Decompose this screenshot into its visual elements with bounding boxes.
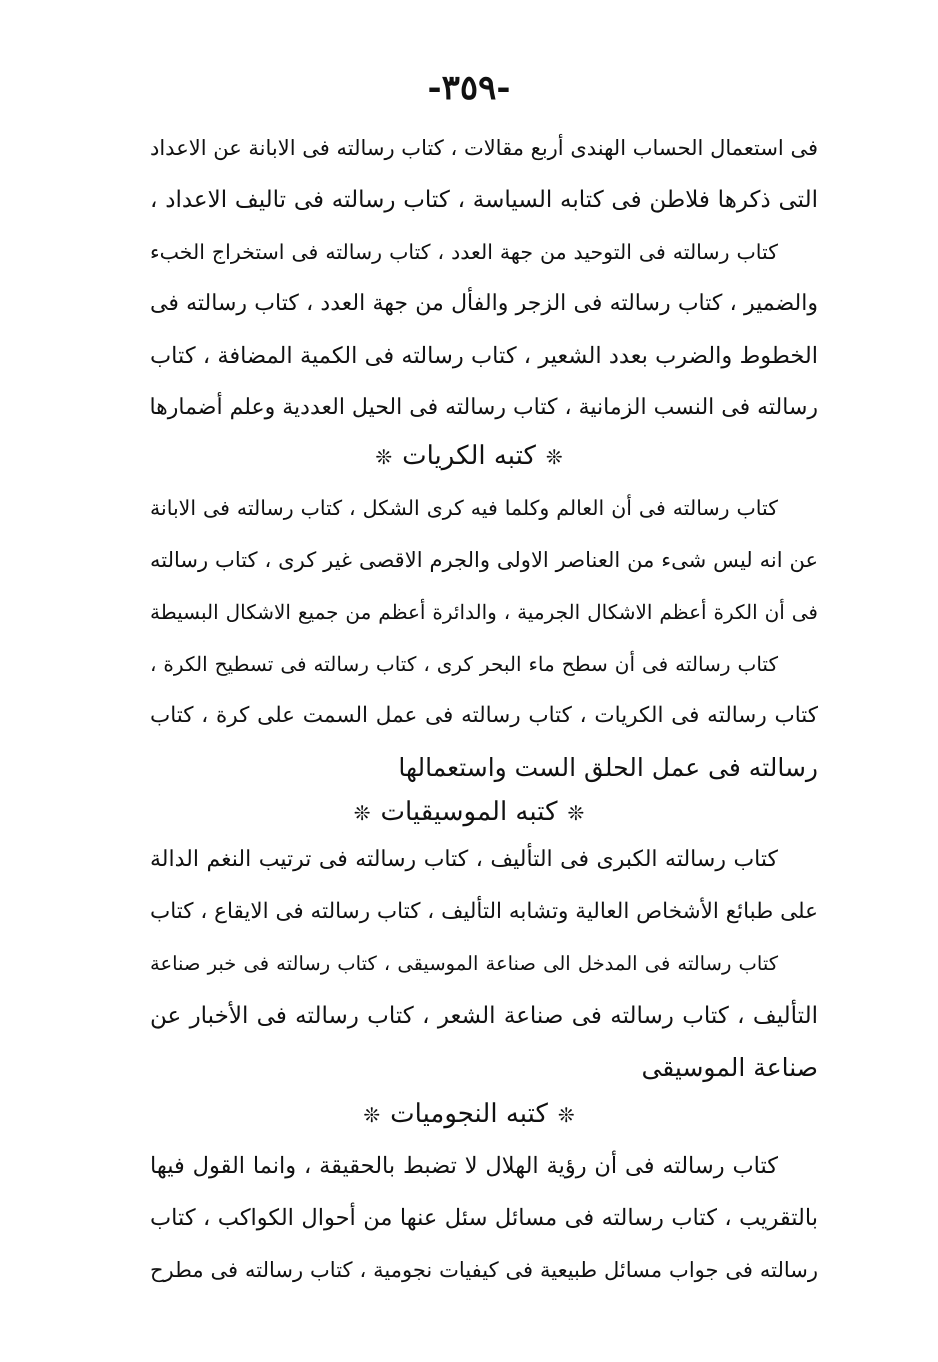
ornament-icon: ❊ (557, 1103, 575, 1127)
text-line: بالتقريب ، كتاب رسالته فى مسائل سئل عنها من أحوال الكواكب ، كتاب (150, 1205, 818, 1231)
ornament-icon: ❊ (353, 801, 371, 825)
text-line: كتاب رسالته فى المدخل الى صناعة الموسيقى ، كتاب رسالته فى خبر صناعة (150, 952, 778, 975)
paragraph-spheres (150, 482, 818, 794)
paragraph-astronomy (150, 1140, 818, 1296)
section-heading-text: كتبه الموسيقيات (380, 797, 558, 827)
text-line: التأليف ، كتاب رسالته فى صناعة الشعر ، كتاب رسالته فى الأخبار عن (150, 1003, 818, 1029)
text-line: فى أن الكرة أعظم الاشكال الجرمية ، والدائرة أعظم من جميع الاشكال البسيطة (150, 600, 818, 624)
ornament-icon: ❊ (545, 445, 563, 469)
section-heading-text: كتبه النجوميات (390, 1099, 548, 1129)
section-heading-text: كتبه الكريات (402, 441, 536, 471)
text-line: صناعة الموسيقى (641, 1053, 818, 1082)
section-heading-spheres (0, 436, 938, 477)
section-heading-astronomy (0, 1094, 938, 1135)
paragraph-music (150, 834, 818, 1094)
section-heading-music (0, 792, 938, 833)
text-line: فى استعمال الحساب الهندى أربع مقالات ، كتاب رسالته فى الابانة عن الاعداد (150, 136, 818, 160)
text-line: كتاب رسالته فى أن العالم وكلما فيه كرى الشكل ، كتاب رسالته فى الابانة (150, 496, 778, 520)
text-line: التى ذكرها فلاطن فى كتابه السياسة ، كتاب رسالته فى تاليف الاعداد ، (150, 187, 818, 213)
text-line: كتاب رسالته فى الكريات ، كتاب رسالته فى عمل السمت على كرة ، كتاب (150, 703, 818, 728)
text-line: رسالته فى جواب مسائل طبيعية فى كيفيات نجومية ، كتاب رسالته فى مطرح (150, 1258, 818, 1282)
page-number: -٣٥٩- (427, 68, 511, 108)
ornament-icon: ❊ (567, 801, 585, 825)
ornament-icon: ❊ (363, 1103, 381, 1127)
text-line: كتاب رسالته فى أن رؤية الهلال لا تضبط بالحقيقة ، وانما القول فيها (150, 1153, 778, 1179)
text-line: كتاب رسالته الكبرى فى التأليف ، كتاب رسالته فى ترتيب النغم الدالة (150, 847, 778, 872)
paragraph-arithmetic (150, 122, 818, 434)
text-line: والضمير ، كتاب رسالته فى الزجر والفأل من جهة العدد ، كتاب رسالته فى (150, 291, 818, 316)
text-line: رسالته فى عمل الحلق الست واستعمالها (398, 753, 818, 782)
text-line: كتاب رسالته فى التوحيد من جهة العدد ، كتاب رسالته فى استخراج الخبء (150, 240, 778, 264)
text-line: رسالته فى النسب الزمانية ، كتاب رسالته فى الحيل العددية وعلم أضمارها (149, 395, 818, 420)
text-line: عن انه ليس شىء من العناصر الاولى والجرم الاقصى غير كرى ، كتاب رسالته (150, 548, 818, 572)
text-line: الخطوط والضرب بعدد الشعير ، كتاب رسالته فى الكمية المضافة ، كتاب (150, 343, 818, 369)
text-line: على طبائع الأشخاص العالية وتشابه التأليف ، كتاب رسالته فى الايقاع ، كتاب (150, 899, 818, 924)
text-line: كتاب رسالته فى أن سطح ماء البحر كرى ، كتاب رسالته فى تسطيح الكرة ، (150, 652, 778, 676)
ornament-icon: ❊ (375, 445, 393, 469)
